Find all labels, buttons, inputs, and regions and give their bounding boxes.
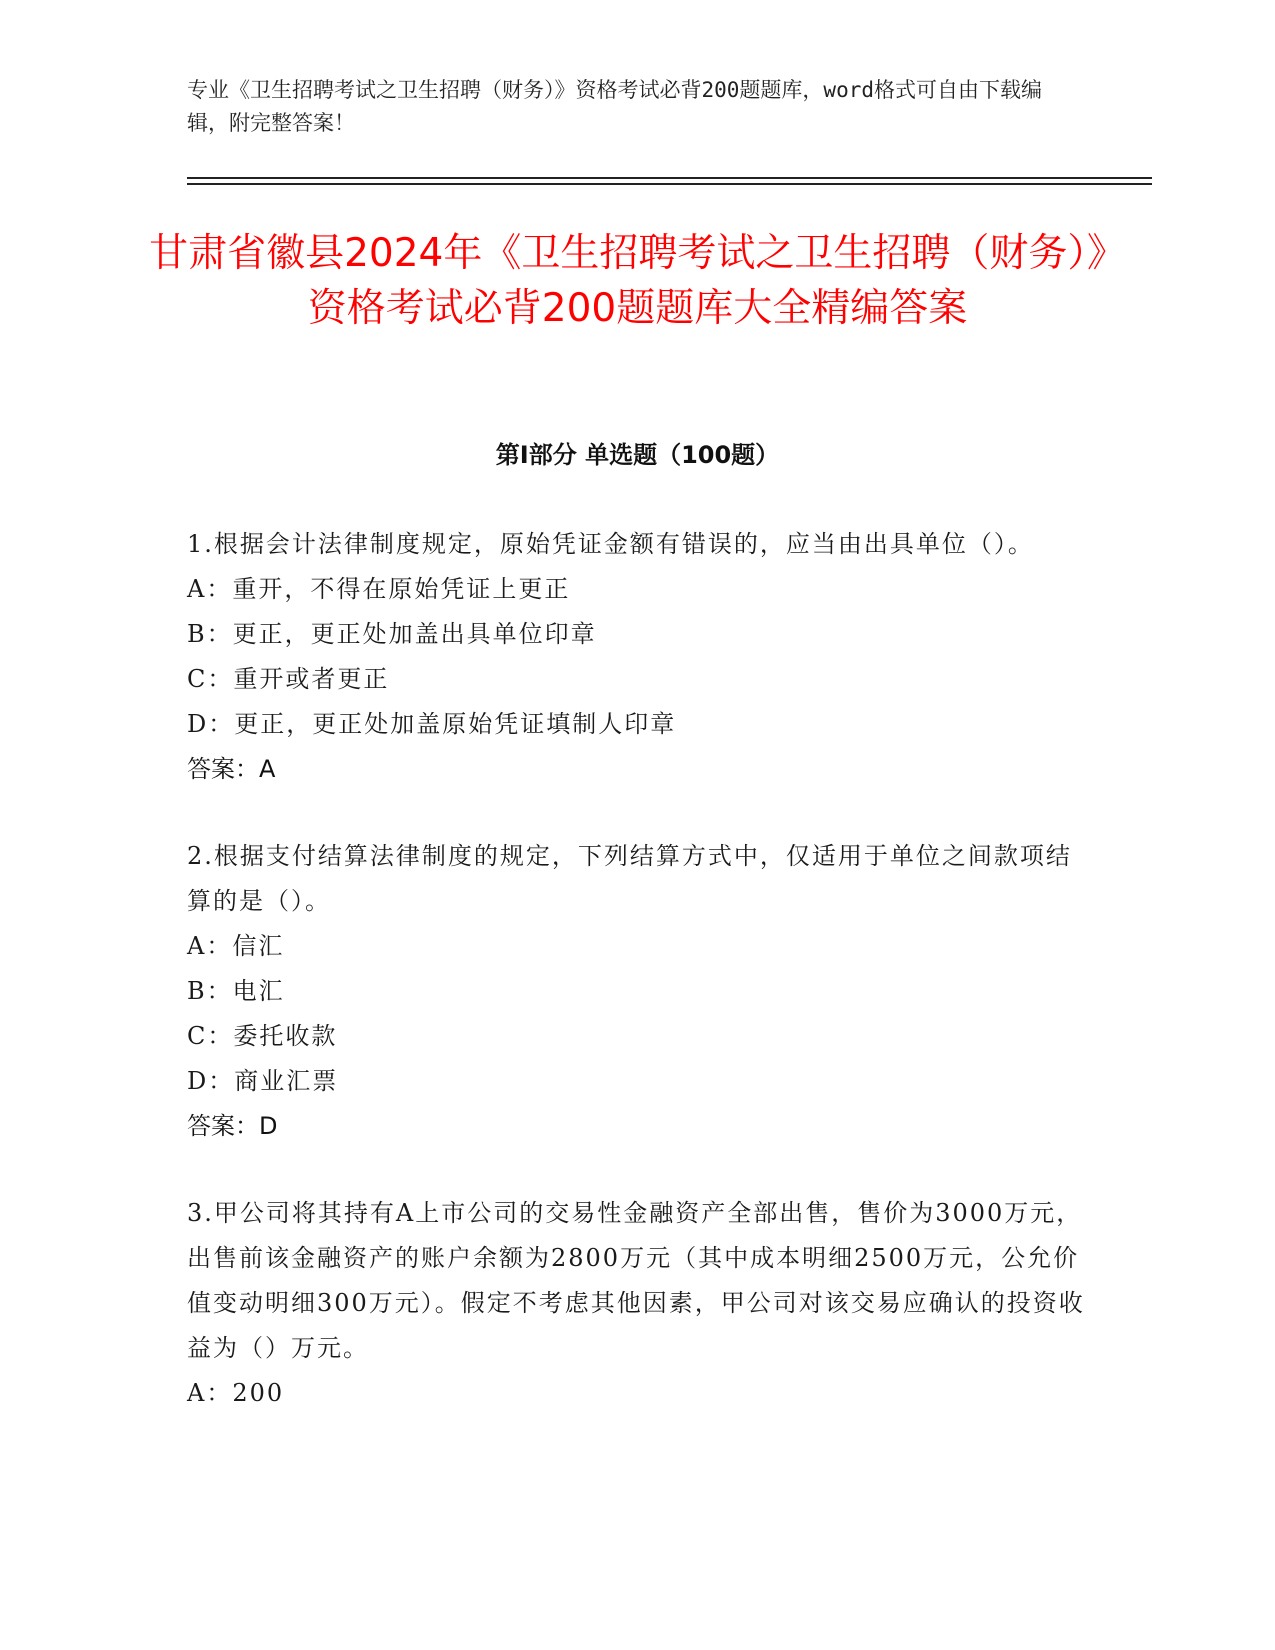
header-note: 专业《卫生招聘考试之卫生招聘（财务）》资格考试必背200题题库，word格式可自由下载编辑，附完整答案！ (187, 78, 1042, 135)
answer: 答案：D (187, 1112, 278, 1140)
option-c: C：重开或者更正 (187, 665, 390, 693)
question-stem: 2.根据支付结算法律制度的规定，下列结算方式中，仅适用于单位之间款项结算的是（）。 (187, 842, 1072, 915)
question-3 (187, 1191, 1087, 1416)
option-c: C：委托收款 (187, 1022, 338, 1050)
question-stem: 1.根据会计法律制度规定，原始凭证金额有错误的，应当由出具单位（）。 (187, 530, 1034, 558)
question-2 (187, 834, 1087, 1149)
document-title: 甘肃省徽县2024年《卫生招聘考试之卫生招聘（财务）》资格考试必背200题题库大全精编答案 (149, 231, 1126, 331)
question-stem: 3.甲公司将其持有A上市公司的交易性金融资产全部出售，售价为3000万元，出售前该金融资产的账户余额为2800万元（其中成本明细2500万元，公允价值变动明细300万元）。假定不考虑其他因素，甲公司对该交易应确认的投资收益为（）万元。 (187, 1199, 1085, 1362)
section-heading: 第I部分 单选题（100题） (495, 441, 780, 469)
header-divider-bottom (187, 183, 1152, 185)
option-d: D：更正，更正处加盖原始凭证填制人印章 (187, 710, 677, 738)
option-a: A：信汇 (187, 932, 285, 960)
option-b: B：更正，更正处加盖出具单位印章 (187, 620, 597, 648)
option-a: A：重开，不得在原始凭证上更正 (187, 575, 571, 603)
header-divider-top (187, 177, 1152, 179)
option-a: A：200 (187, 1379, 285, 1407)
option-d: D：商业汇票 (187, 1067, 339, 1095)
question-list (187, 522, 1087, 1458)
question-1 (187, 522, 1087, 792)
option-b: B：电汇 (187, 977, 285, 1005)
answer: 答案：A (187, 755, 276, 783)
